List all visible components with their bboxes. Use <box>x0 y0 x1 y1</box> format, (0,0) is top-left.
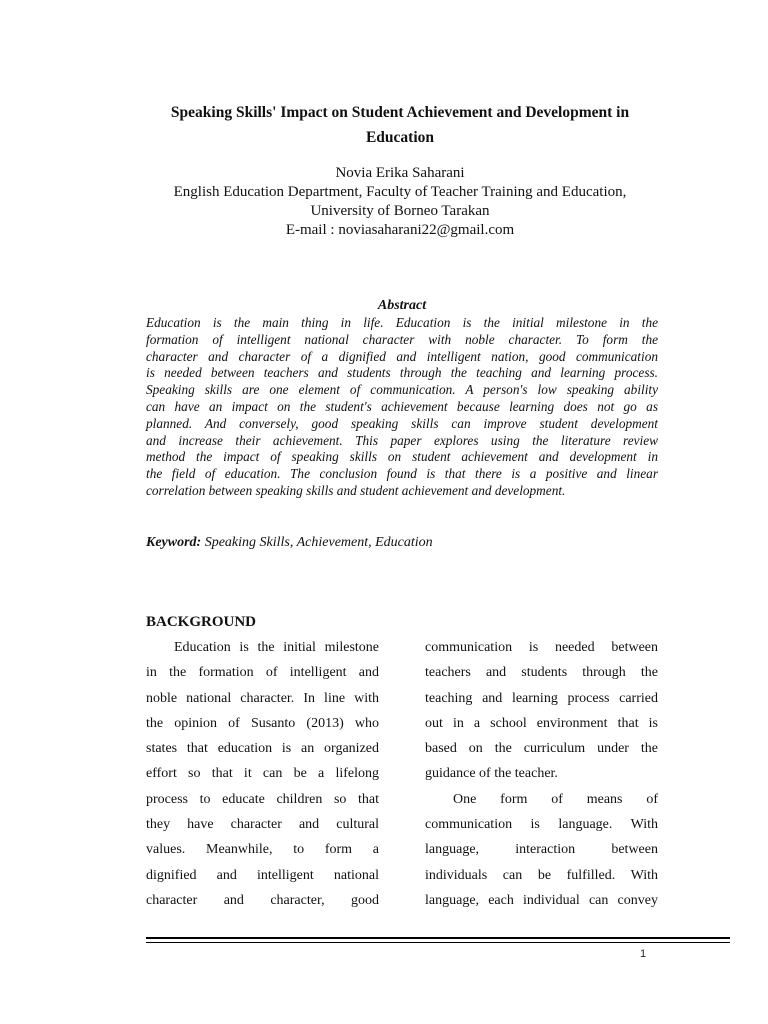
body-line: values. Meanwhile, to form a <box>146 842 379 858</box>
footer-rule-thin <box>146 942 730 943</box>
abstract-line: character and character of a dignified and intelligent nation, good communication <box>146 348 658 364</box>
body-line: communication is needed between <box>425 640 658 655</box>
abstract-heading: Abstract <box>377 298 427 313</box>
page-number: 1 <box>640 948 647 960</box>
body-line: dignified and intelligent national <box>146 867 379 883</box>
author-email: E-mail : noviasaharani22@gmail.com <box>285 222 515 238</box>
keywords-text: Speaking Skills, Achievement, Education <box>204 535 433 550</box>
body-line: in the formation of intelligent and <box>146 665 379 681</box>
keywords-label: Keyword: <box>146 535 202 550</box>
body-line: they have character and cultural <box>146 817 379 833</box>
body-line: communication is language. With <box>425 817 658 833</box>
abstract-line: Speaking skills are one element of communication. A person's low speaking ability <box>146 382 658 398</box>
section-heading-background: BACKGROUND <box>146 614 257 630</box>
abstract-line: planned. And conversely, good speaking skills can improve student development <box>146 415 658 431</box>
body-column-left <box>146 635 379 913</box>
body-line: character and character, good <box>146 892 379 908</box>
body-line: language, interaction between <box>425 842 658 858</box>
body-line: the opinion of Susanto (2013) who <box>146 715 379 731</box>
body-column-right <box>425 635 658 913</box>
author-name: Novia Erika Saharani <box>335 165 465 181</box>
body-line: One form of means of <box>453 791 658 807</box>
body-line: noble national character. In line with <box>146 690 379 706</box>
body-line: based on the curriculum under the <box>425 741 658 757</box>
body-line: teachers and students through the <box>425 665 658 681</box>
affiliation-line-1: English Education Department, Faculty of Teacher Training and Education, <box>173 184 627 200</box>
affiliation-line-2: University of Borneo Tarakan <box>310 203 490 219</box>
abstract-line: method the impact of speaking skills on student achievement and development in <box>146 449 658 465</box>
abstract-line: Education is the main thing in life. Education is the initial milestone in the <box>146 315 658 330</box>
body-line: states that education is an organized <box>146 741 379 757</box>
abstract-line: can have an impact on the student's achievement because learning does not go as <box>146 398 658 414</box>
abstract-line: is needed between teachers and students through the teaching and learning process. <box>146 365 658 381</box>
abstract-line: and increase their achievement. This paper explores using the literature review <box>146 432 658 448</box>
body-line: guidance of the teacher. <box>425 766 558 782</box>
body-line: Education is the initial milestone <box>174 640 379 655</box>
body-line: process to educate children so that <box>146 791 379 807</box>
body-line: out in a school environment that is <box>425 715 658 731</box>
abstract-line: the field of education. The conclusion found is that there is a positive and linear <box>146 466 658 482</box>
keywords <box>146 535 433 551</box>
body-line: individuals can be fulfilled. With <box>425 867 658 883</box>
author-block <box>100 164 700 240</box>
abstract-line: formation of intelligent national character with noble character. To form the <box>146 331 658 347</box>
footer-rule-thick <box>146 937 730 939</box>
body-line: effort so that it can be a lifelong <box>146 766 379 782</box>
abstract-line: correlation between speaking skills and student achievement and development. <box>146 482 566 498</box>
abstract-body <box>146 315 658 500</box>
paper-title: Speaking Skills' Impact on Student Achievement and Development in Education <box>170 104 630 146</box>
body-line: language, each individual can convey <box>425 892 658 908</box>
body-line: teaching and learning process carried <box>425 690 658 706</box>
